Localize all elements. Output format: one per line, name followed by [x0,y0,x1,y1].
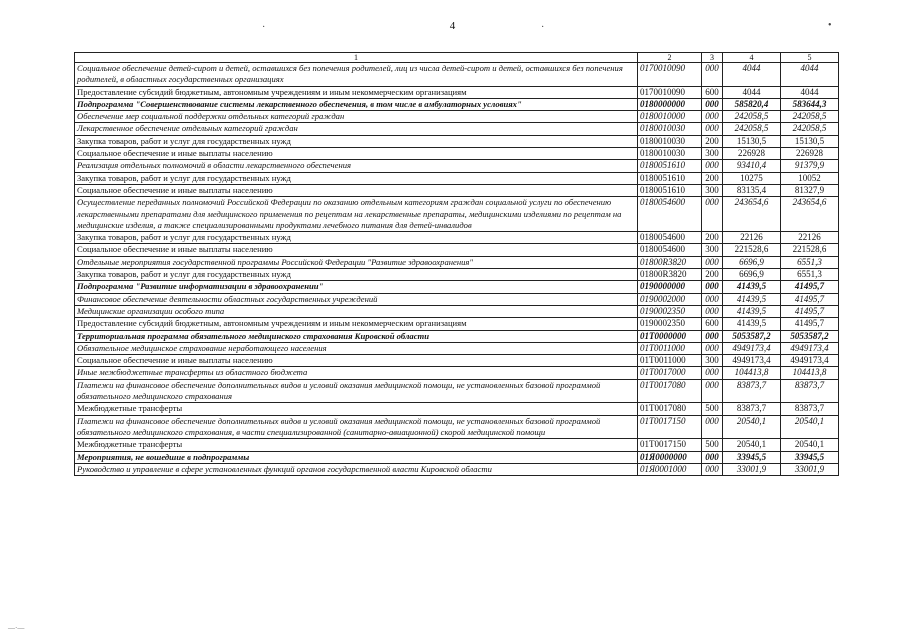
row-code-cell: 0180054600 [638,197,702,232]
row-value-year2-cell: 6551,3 [781,256,839,268]
row-value-year1-cell: 10275 [723,172,781,184]
row-value-year2-cell: 5053587,2 [781,330,839,342]
row-value-year1-cell: 20540,1 [723,415,781,439]
row-name-cell: Руководство и управление в сфере установленных функций органов государственной власти Кировской области [75,463,638,475]
row-value-year1-cell: 242058,5 [723,111,781,123]
row-code-cell: 01T0017000 [638,367,702,379]
row-value-year1-cell: 41439,5 [723,293,781,305]
table-row [75,184,839,196]
row-expense-type-cell: 300 [702,148,723,160]
table-row [75,111,839,123]
row-name-cell: Отдельные мероприятия государственной программы Российской Федерации "Развитие здравоохранения" [75,256,638,268]
row-value-year2-cell: 83873,7 [781,403,839,415]
row-expense-type-cell: 000 [702,305,723,317]
row-name-cell: Лекарственное обеспечение отдельных категорий граждан [75,123,638,135]
scan-dot: · [262,22,266,33]
table-row [75,148,839,160]
row-name-cell: Социальное обеспечение и иные выплаты населению [75,355,638,367]
row-name-cell: Межбюджетные трансферты [75,439,638,451]
row-code-cell: 0190000000 [638,281,702,293]
row-value-year1-cell: 22126 [723,232,781,244]
row-expense-type-cell: 000 [702,98,723,110]
table-row [75,451,839,463]
row-name-cell: Осуществление переданных полномочий Российской Федерации по оказанию отдельным категориям граждан социальной услуги по обеспечению лекарственными препаратами для медицинского применения по рецептам на лекарственные препараты, медицинскими изделиями по рецептам на медицинские изделия, а также специализированными продуктами лечебного питания для детей-инвалидов [75,197,638,232]
row-expense-type-cell: 600 [702,86,723,98]
scan-dot: · [541,22,545,33]
row-expense-type-cell: 300 [702,244,723,256]
row-name-cell: Предоставление субсидий бюджетным, автономным учреждениям и иным некоммерческим организациям [75,318,638,330]
header-col-5: 5 [781,53,839,63]
row-code-cell: 01Я0001000 [638,463,702,475]
row-value-year2-cell: 4949173,4 [781,355,839,367]
table-row [75,123,839,135]
row-code-cell: 0180054600 [638,244,702,256]
row-expense-type-cell: 000 [702,111,723,123]
row-name-cell: Обеспечение мер социальной поддержки отдельных категорий граждан [75,111,638,123]
row-value-year1-cell: 33945,5 [723,451,781,463]
row-name-cell: Межбюджетные трансферты [75,403,638,415]
row-name-cell: Закупка товаров, работ и услуг для государственных нужд [75,135,638,147]
row-value-year1-cell: 41439,5 [723,281,781,293]
row-value-year2-cell: 4044 [781,86,839,98]
row-code-cell: 0190002350 [638,318,702,330]
table-row [75,318,839,330]
row-value-year1-cell: 41439,5 [723,305,781,317]
row-name-cell: Социальное обеспечение и иные выплаты населению [75,244,638,256]
row-value-year2-cell: 15130,5 [781,135,839,147]
row-value-year2-cell: 243654,6 [781,197,839,232]
row-code-cell: 0180051610 [638,184,702,196]
row-name-cell: Обязательное медицинское страхование неработающего населения [75,342,638,354]
header-col-2: 2 [638,53,702,63]
row-code-cell: 0180051610 [638,172,702,184]
table-row [75,86,839,98]
row-expense-type-cell: 200 [702,135,723,147]
row-expense-type-cell: 500 [702,403,723,415]
row-value-year1-cell: 83135,4 [723,184,781,196]
row-code-cell: 01T0017080 [638,379,702,403]
row-expense-type-cell: 000 [702,342,723,354]
row-code-cell: 0190002350 [638,305,702,317]
row-value-year1-cell: 6696,9 [723,269,781,281]
table-row [75,330,839,342]
row-value-year2-cell: 41495,7 [781,305,839,317]
scan-dot: • [828,20,832,31]
row-value-year1-cell: 93410,4 [723,160,781,172]
table-row [75,367,839,379]
row-value-year2-cell: 33001,9 [781,463,839,475]
row-name-cell: Закупка товаров, работ и услуг для государственных нужд [75,269,638,281]
row-value-year2-cell: 81327,9 [781,184,839,196]
row-value-year2-cell: 583644,3 [781,98,839,110]
table-row [75,415,839,439]
row-expense-type-cell: 200 [702,172,723,184]
row-code-cell: 0180000000 [638,98,702,110]
row-value-year2-cell: 22126 [781,232,839,244]
table-row [75,463,839,475]
row-value-year1-cell: 83873,7 [723,403,781,415]
row-value-year2-cell: 33945,5 [781,451,839,463]
row-name-cell: Медицинские организации особого типа [75,305,638,317]
row-value-year2-cell: 20540,1 [781,415,839,439]
table-row [75,355,839,367]
row-name-cell: Подпрограмма "Совершенствование системы лекарственного обеспечения, в том числе в амбулаторных условиях" [75,98,638,110]
row-code-cell: 0170010090 [638,86,702,98]
row-name-cell: Реализация отдельных полномочий в области лекарственного обеспечения [75,160,638,172]
row-value-year1-cell: 15130,5 [723,135,781,147]
header-col-4: 4 [723,53,781,63]
header-col-3: 3 [702,53,723,63]
row-code-cell: 0190002000 [638,293,702,305]
row-value-year2-cell: 242058,5 [781,123,839,135]
row-value-year1-cell: 5053587,2 [723,330,781,342]
row-code-cell: 0180010030 [638,148,702,160]
row-value-year2-cell: 91379,9 [781,160,839,172]
row-name-cell: Иные межбюджетные трансферты из областного бюджета [75,367,638,379]
row-value-year1-cell: 4949173,4 [723,342,781,354]
row-name-cell: Платежи на финансовое обеспечение дополнительных видов и условий оказания медицинской помощи, не установленных базовой программой обязательного медицинского страхования [75,379,638,403]
row-value-year1-cell: 6696,9 [723,256,781,268]
table-row [75,135,839,147]
row-value-year1-cell: 41439,5 [723,318,781,330]
row-name-cell: Закупка товаров, работ и услуг для государственных нужд [75,232,638,244]
row-value-year1-cell: 4949173,4 [723,355,781,367]
row-code-cell: 01800R3820 [638,269,702,281]
row-value-year1-cell: 242058,5 [723,123,781,135]
row-value-year1-cell: 226928 [723,148,781,160]
row-code-cell: 0180010000 [638,111,702,123]
row-expense-type-cell: 300 [702,184,723,196]
row-value-year2-cell: 4949173,4 [781,342,839,354]
table-row [75,197,839,232]
row-value-year2-cell: 221528,6 [781,244,839,256]
row-code-cell: 01T0011000 [638,355,702,367]
table-row [75,63,839,87]
row-name-cell: Социальное обеспечение и иные выплаты населению [75,148,638,160]
row-value-year2-cell: 20540,1 [781,439,839,451]
budget-table [74,52,839,476]
row-code-cell: 01T0000000 [638,330,702,342]
table-row [75,342,839,354]
row-value-year2-cell: 41495,7 [781,293,839,305]
table-row [75,244,839,256]
row-value-year1-cell: 104413,8 [723,367,781,379]
row-value-year1-cell: 4044 [723,86,781,98]
row-expense-type-cell: 000 [702,160,723,172]
table-row [75,232,839,244]
row-value-year2-cell: 41495,7 [781,281,839,293]
table-row [75,256,839,268]
table-row [75,293,839,305]
row-code-cell: 01Я0000000 [638,451,702,463]
row-expense-type-cell: 000 [702,451,723,463]
row-expense-type-cell: 000 [702,123,723,135]
row-expense-type-cell: 300 [702,355,723,367]
table-row [75,281,839,293]
row-value-year2-cell: 226928 [781,148,839,160]
row-value-year1-cell: 20540,1 [723,439,781,451]
row-expense-type-cell: 500 [702,439,723,451]
row-expense-type-cell: 000 [702,256,723,268]
row-value-year2-cell: 10052 [781,172,839,184]
row-code-cell: 01T0011000 [638,342,702,354]
row-name-cell: Платежи на финансовое обеспечение дополнительных видов и условий оказания медицинской помощи, не установленных базовой программой обязательного медицинского страхования, в части специализированной (санитарно-авиационной) скорой медицинской помощи [75,415,638,439]
row-name-cell: Подпрограмма "Развитие информатизации в здравоохранении" [75,281,638,293]
row-expense-type-cell: 000 [702,293,723,305]
row-expense-type-cell: 000 [702,367,723,379]
table-row [75,160,839,172]
row-code-cell: 01T0017150 [638,439,702,451]
row-value-year2-cell: 6551,3 [781,269,839,281]
row-value-year2-cell: 242058,5 [781,111,839,123]
row-expense-type-cell: 000 [702,415,723,439]
row-value-year2-cell: 41495,7 [781,318,839,330]
row-name-cell: Социальное обеспечение и иные выплаты населению [75,184,638,196]
table-row [75,439,839,451]
row-code-cell: 01800R3820 [638,256,702,268]
row-value-year1-cell: 83873,7 [723,379,781,403]
row-expense-type-cell: 000 [702,463,723,475]
row-code-cell: 0180051610 [638,160,702,172]
row-value-year1-cell: 585820,4 [723,98,781,110]
row-expense-type-cell: 000 [702,379,723,403]
row-expense-type-cell: 000 [702,281,723,293]
row-code-cell: 0180010030 [638,135,702,147]
header-col-1: 1 [75,53,638,63]
row-value-year2-cell: 83873,7 [781,379,839,403]
table-row [75,98,839,110]
row-value-year2-cell: 4044 [781,63,839,87]
row-value-year1-cell: 221528,6 [723,244,781,256]
page-number: 4 [449,20,456,32]
scan-mark: —·— [8,624,25,632]
row-value-year1-cell: 243654,6 [723,197,781,232]
row-name-cell: Предоставление субсидий бюджетным, автономным учреждениям и иным некоммерческим организациям [75,86,638,98]
table-header-row [75,53,839,63]
row-code-cell: 0180054600 [638,232,702,244]
row-expense-type-cell: 600 [702,318,723,330]
row-code-cell: 0180010030 [638,123,702,135]
row-code-cell: 01T0017150 [638,415,702,439]
row-value-year1-cell: 33001,9 [723,463,781,475]
table-row [75,403,839,415]
table-row [75,379,839,403]
row-expense-type-cell: 000 [702,197,723,232]
row-expense-type-cell: 200 [702,232,723,244]
row-code-cell: 01T0017080 [638,403,702,415]
table-row [75,305,839,317]
row-name-cell: Мероприятия, не вошедшие в подпрограммы [75,451,638,463]
row-expense-type-cell: 000 [702,63,723,87]
row-value-year1-cell: 4044 [723,63,781,87]
table-row [75,269,839,281]
row-name-cell: Социальное обеспечение детей-сирот и детей, оставшихся без попечения родителей, лиц из числа детей-сирот и детей, оставшихся без попечения родителей, в областных государственных организациях [75,63,638,87]
row-expense-type-cell: 200 [702,269,723,281]
row-name-cell: Финансовое обеспечение деятельности областных государственных учреждений [75,293,638,305]
row-code-cell: 0170010090 [638,63,702,87]
table-row [75,172,839,184]
row-name-cell: Территориальная программа обязательного медицинского страхования Кировской области [75,330,638,342]
row-value-year2-cell: 104413,8 [781,367,839,379]
row-expense-type-cell: 000 [702,330,723,342]
row-name-cell: Закупка товаров, работ и услуг для государственных нужд [75,172,638,184]
